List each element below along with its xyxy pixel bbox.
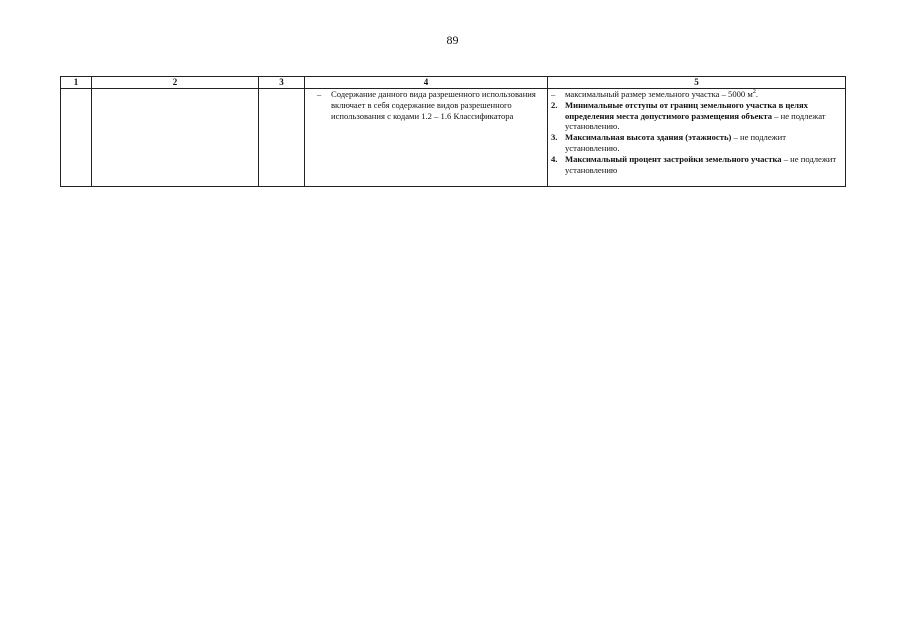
- max-area-text: максимальный размер земельного участка – 5000 м: [565, 89, 753, 99]
- list-number: 4.: [551, 153, 558, 164]
- list-item-text: [565, 100, 842, 132]
- page-number: 89: [446, 33, 459, 47]
- list-item-text: [565, 132, 842, 154]
- list-item: [551, 132, 842, 154]
- list-item-text: [565, 154, 842, 176]
- table-row: [61, 89, 846, 187]
- list-item-text: [565, 89, 842, 100]
- list-item: [317, 89, 544, 121]
- list-item: [551, 89, 842, 100]
- list-item: [551, 100, 842, 132]
- setbacks-value: – не подлежат установлению.: [565, 110, 826, 132]
- list-number: 3.: [551, 132, 558, 143]
- max-height-value: – не подлежит установлению.: [565, 132, 786, 153]
- max-coverage-heading: Максимальный процент застройки земельного участка: [565, 153, 782, 164]
- dash-marker: –: [317, 89, 322, 99]
- header-col-3: 3: [259, 77, 305, 89]
- list-item: [551, 154, 842, 176]
- setbacks-heading: Минимальные отступы от границ земельного участка в целях определения места допустимого размещения объекта: [565, 99, 808, 121]
- header-col-4: 4: [305, 77, 548, 89]
- list-number: 2.: [551, 99, 558, 110]
- cell-col-4: [305, 89, 548, 187]
- regulations-table: [60, 76, 846, 187]
- max-area-end: .: [755, 89, 758, 99]
- cell-col-3: [259, 89, 305, 187]
- header-col-2: 2: [92, 77, 259, 89]
- header-col-1: 1: [61, 77, 92, 89]
- cell-col-5: [548, 89, 846, 187]
- header-row: [61, 77, 846, 89]
- dash-marker: –: [551, 89, 556, 99]
- usage-description: Содержание данного вида разрешенного использования включает в себя содержание видов разрешенного использования с кодами 1.2 – 1.6 Классификатора: [331, 89, 536, 121]
- cell-col-2: [92, 89, 259, 187]
- max-height-heading: Максимальная высота здания (этажность): [565, 132, 732, 143]
- header-col-5: 5: [548, 77, 846, 89]
- cell-col-1: [61, 89, 92, 187]
- area-unit-superscript: 2: [752, 89, 756, 96]
- max-coverage-value: – не подлежит установлению: [565, 153, 837, 175]
